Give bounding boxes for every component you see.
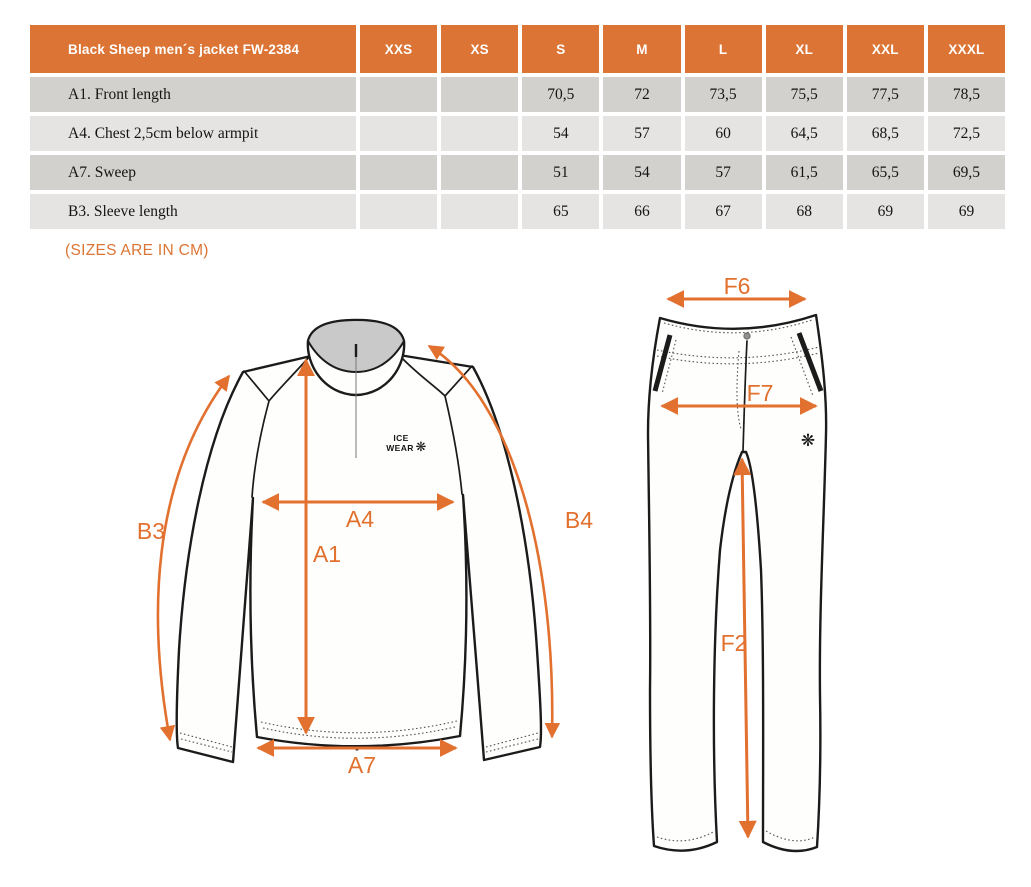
size-value-cell	[441, 155, 518, 190]
size-value-cell	[360, 77, 437, 112]
row-label-sweep: A7. Sweep	[30, 155, 356, 190]
measure-label-a4: A4	[345, 506, 375, 532]
size-value-cell: 72	[603, 77, 680, 112]
size-table	[30, 25, 1005, 229]
jacket-logo-wear: WEAR	[386, 443, 414, 453]
size-column-header-m: M	[603, 25, 680, 73]
size-value-cell: 51	[522, 155, 599, 190]
jacket-diagram	[137, 320, 593, 778]
size-value-cell: 75,5	[766, 77, 843, 112]
size-value-cell: 65	[522, 194, 599, 229]
size-value-cell: 64,5	[766, 116, 843, 151]
table-title: Black Sheep men´s jacket FW-2384	[30, 25, 356, 73]
measure-label-b3: B3	[136, 518, 166, 544]
size-value-cell: 72,5	[928, 116, 1005, 151]
size-value-cell: 67	[685, 194, 762, 229]
size-value-cell: 54	[603, 155, 680, 190]
size-value-cell	[360, 155, 437, 190]
size-value-cell: 65,5	[847, 155, 924, 190]
measure-label-a1: A1	[312, 541, 342, 567]
size-column-header-xxs: XXS	[360, 25, 437, 73]
size-column-header-xs: XS	[441, 25, 518, 73]
pants-snowflake-icon: ❋	[800, 431, 816, 451]
measure-label-f2: F2	[720, 630, 748, 656]
jacket-logo-ice: ICE	[393, 433, 409, 443]
measure-label-b4: B4	[564, 507, 594, 533]
size-value-cell: 60	[685, 116, 762, 151]
size-value-cell: 77,5	[847, 77, 924, 112]
row-label-sleeve-length: B3. Sleeve length	[30, 194, 356, 229]
size-column-header-s: S	[522, 25, 599, 73]
size-value-cell	[360, 116, 437, 151]
size-value-cell: 69	[928, 194, 1005, 229]
waist-button	[744, 333, 750, 339]
size-column-header-xxxl: XXXL	[928, 25, 1005, 73]
measure-label-a7: A7	[347, 752, 377, 778]
size-column-header-xl: XL	[766, 25, 843, 73]
size-column-header-l: L	[685, 25, 762, 73]
size-value-cell: 69,5	[928, 155, 1005, 190]
size-column-header-xxl: XXL	[847, 25, 924, 73]
size-value-cell: 61,5	[766, 155, 843, 190]
size-value-cell	[441, 194, 518, 229]
size-value-cell: 69	[847, 194, 924, 229]
pants-diagram	[648, 273, 826, 851]
size-value-cell: 78,5	[928, 77, 1005, 112]
row-label-chest: A4. Chest 2,5cm below armpit	[30, 116, 356, 151]
size-value-cell: 68	[766, 194, 843, 229]
row-label-front-length: A1. Front length	[30, 77, 356, 112]
size-value-cell	[441, 77, 518, 112]
size-value-cell: 54	[522, 116, 599, 151]
size-value-cell	[441, 116, 518, 151]
size-value-cell: 57	[685, 155, 762, 190]
jacket-body-outline	[177, 355, 541, 762]
measure-label-f7: F7	[746, 380, 774, 406]
size-value-cell: 68,5	[847, 116, 924, 151]
garment-diagrams	[0, 270, 1031, 887]
size-value-cell: 57	[603, 116, 680, 151]
units-note: (SIZES ARE IN CM)	[65, 242, 209, 259]
size-value-cell: 73,5	[685, 77, 762, 112]
measure-label-f6: F6	[723, 273, 751, 299]
size-value-cell: 70,5	[522, 77, 599, 112]
jacket-snowflake-icon: ❋	[415, 440, 427, 455]
size-value-cell	[360, 194, 437, 229]
size-value-cell: 66	[603, 194, 680, 229]
